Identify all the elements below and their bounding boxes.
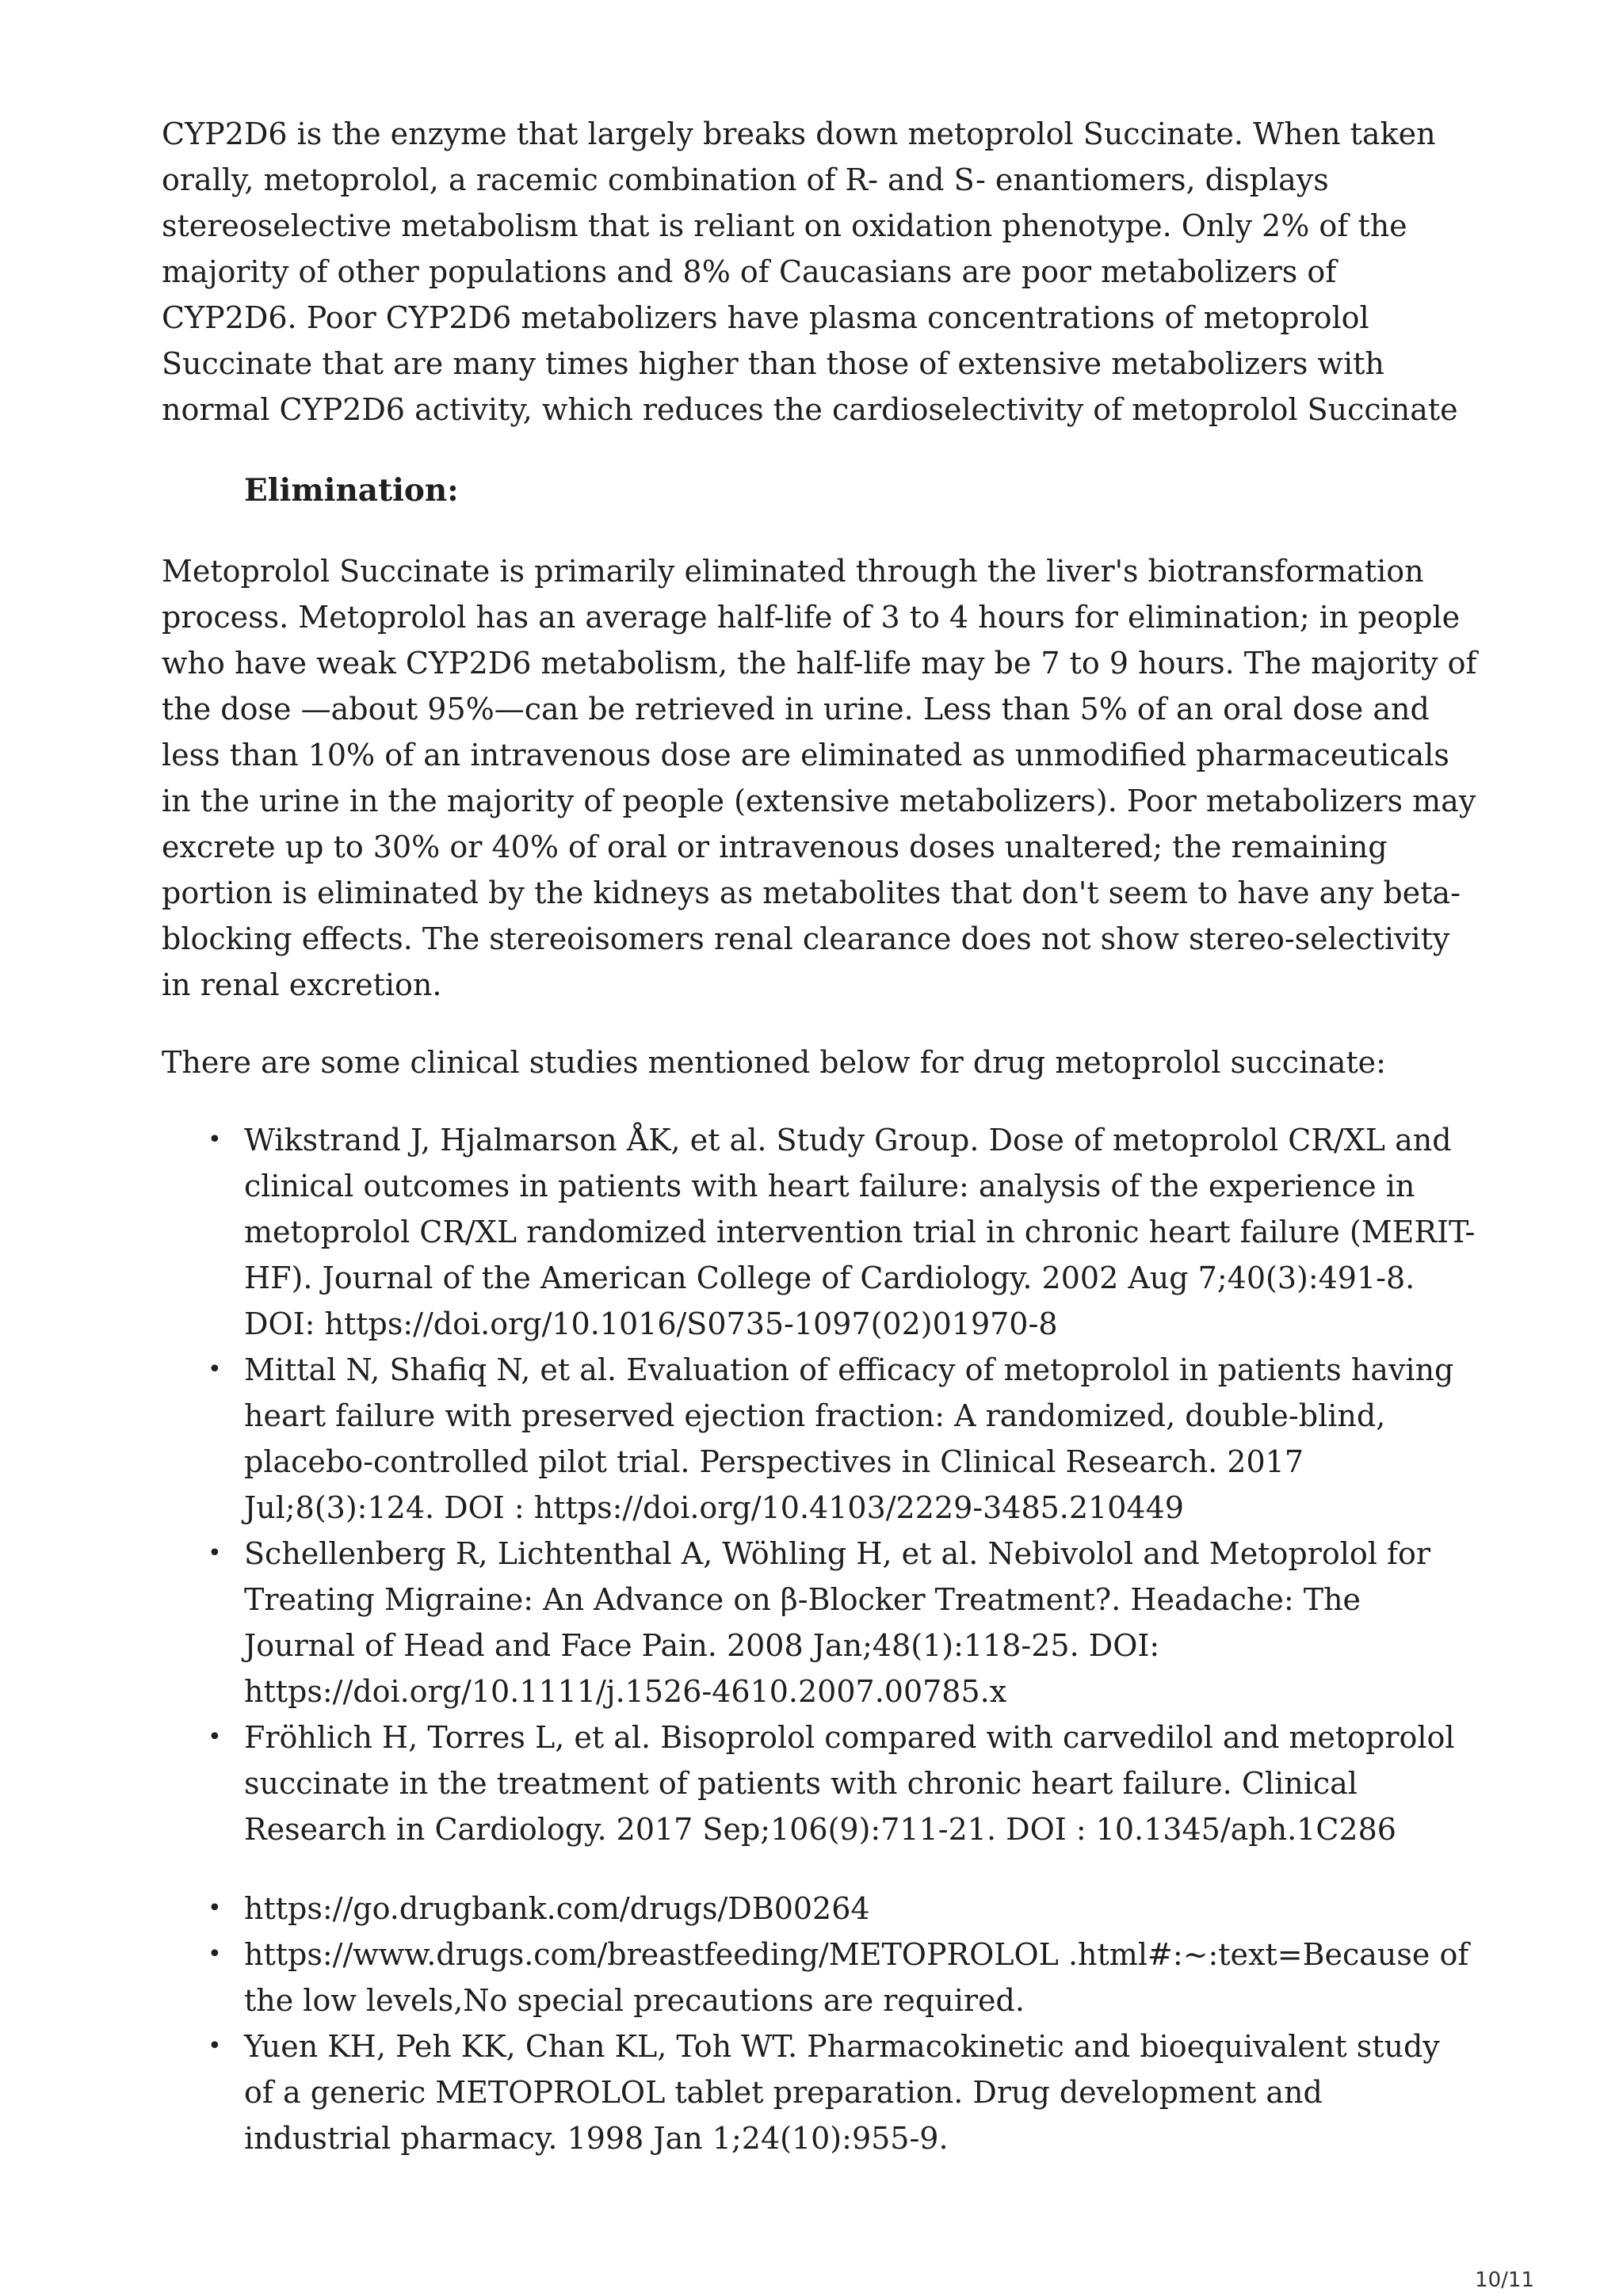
bullet-icon: • (208, 1940, 222, 1968)
page-number: 10/11 (1475, 2268, 1534, 2292)
list-item (162, 1932, 1477, 2023)
list-item (162, 1347, 1477, 1531)
document-content (162, 111, 1477, 2161)
spacer (162, 433, 1477, 467)
spacer (162, 1852, 1477, 1886)
list-item (162, 1117, 1477, 1347)
references-list (162, 1886, 1477, 2161)
list-item (162, 1886, 1477, 1932)
reference-link[interactable]: https://www.drugs.com/breastfeeding/METOPROLOL .html#:~:text=Because of the low levels,No special precautions are required. (244, 1937, 1469, 2018)
list-item-text: Wikstrand J, Hjalmarson ÅK, et al. Study Group. Dose of metoprolol CR/XL and clinical outcomes in patients with heart failure: analysis of the experience in metoprolol CR/XL randomized intervention trial in chronic heart failure (MERIT-HF). Journal of the American College of Cardiology. 2002 Aug 7;40(3):491-8. DOI: https://doi.org/10.1016/S0735-1097(02)01970-8 (244, 1123, 1476, 1341)
reference-link[interactable]: https://go.drugbank.com/drugs/DB00264 (244, 1891, 870, 1926)
paragraph-elimination: Metoprolol Succinate is primarily eliminated through the liver's biotransformation process. Metoprolol has an average half-life of 3 to 4 hours for elimination; in people who have weak CYP2D6 metabolism, the half-life may be 7 to 9 hours. The majority of the dose —about 95%—can be retrieved in urine. Less than 5% of an oral dose and less than 10% of an intravenous dose are eliminated as unmodified pharmaceuticals in the urine in the majority of people (extensive metabolizers). Poor metabolizers may excrete up to 30% or 40% of oral or intravenous doses unaltered; the remaining portion is eliminated by the kidneys as metabolites that don't seem to have any beta-blocking effects. The stereoisomers renal clearance does not show stereo-selectivity in renal excretion. (162, 554, 1477, 1002)
clinical-studies-list (162, 1117, 1477, 1852)
bullet-icon: • (208, 2032, 222, 2060)
heading-elimination: Elimination: (244, 472, 459, 509)
bullet-icon: • (208, 1126, 222, 1154)
bullet-icon: • (208, 1539, 222, 1567)
paragraph-metabolism: CYP2D6 is the enzyme that largely breaks down metoprolol Succinate. When taken orally, metoprolol, a racemic combination of R- and S- enantiomers, displays stereoselective metabolism that is reliant on oxidation phenotype. Only 2% of the majority of other populations and 8% of Caucasians are poor metabolizers of CYP2D6. Poor CYP2D6 metabolizers have plasma concentrations of metoprolol Succinate that are many times higher than those of extensive metabolizers with normal CYP2D6 activity, which reduces the cardioselectivity of metoprolol Succinate (162, 116, 1458, 427)
bullet-icon: • (208, 1356, 222, 1383)
paragraph-intro-studies: There are some clinical studies mentioned below for drug metoprolol succinate: (162, 1045, 1386, 1080)
spacer (162, 1008, 1477, 1039)
list-item (162, 2023, 1477, 2161)
list-item-text: Mittal N, Shafiq N, et al. Evaluation of efficacy of metoprolol in patients having heart failure with preserved ejection fraction: A randomized, double-blind, placebo-controlled pilot trial. Perspectives in Clinical Research. 2017 Jul;8(3):124. DOI : https://doi.org/10.4103/2229-3485.210449 (244, 1352, 1454, 1525)
list-item (162, 1714, 1477, 1852)
spacer (162, 513, 1477, 548)
list-item (162, 1531, 1477, 1714)
bullet-icon: • (208, 1894, 222, 1922)
bullet-icon: • (208, 1723, 222, 1751)
spacer (162, 1085, 1477, 1117)
list-item-text: Fröhlich H, Torres L, et al. Bisoprolol compared with carvedilol and metoprolol succinate in the treatment of patients with chronic heart failure. Clinical Research in Cardiology. 2017 Sep;106(9):711-21. DOI : 10.1345/aph.1C286 (244, 1720, 1455, 1847)
list-item-text: Schellenberg R, Lichtenthal A, Wöhling H, et al. Nebivolol and Metoprolol for Treating Migraine: An Advance on β-Blocker Treatment?. Headache: The Journal of Head and Face Pain. 2008 Jan;48(1):118-25. DOI: https://doi.org/10.1111/j.1526-4610.2007.00785.x (244, 1536, 1431, 1709)
list-item-text: Yuen KH, Peh KK, Chan KL, Toh WT. Pharmacokinetic and bioequivalent study of a generic METOPROLOL tablet preparation. Drug development and industrial pharmacy. 1998 Jan 1;24(10):955-9. (244, 2029, 1440, 2156)
